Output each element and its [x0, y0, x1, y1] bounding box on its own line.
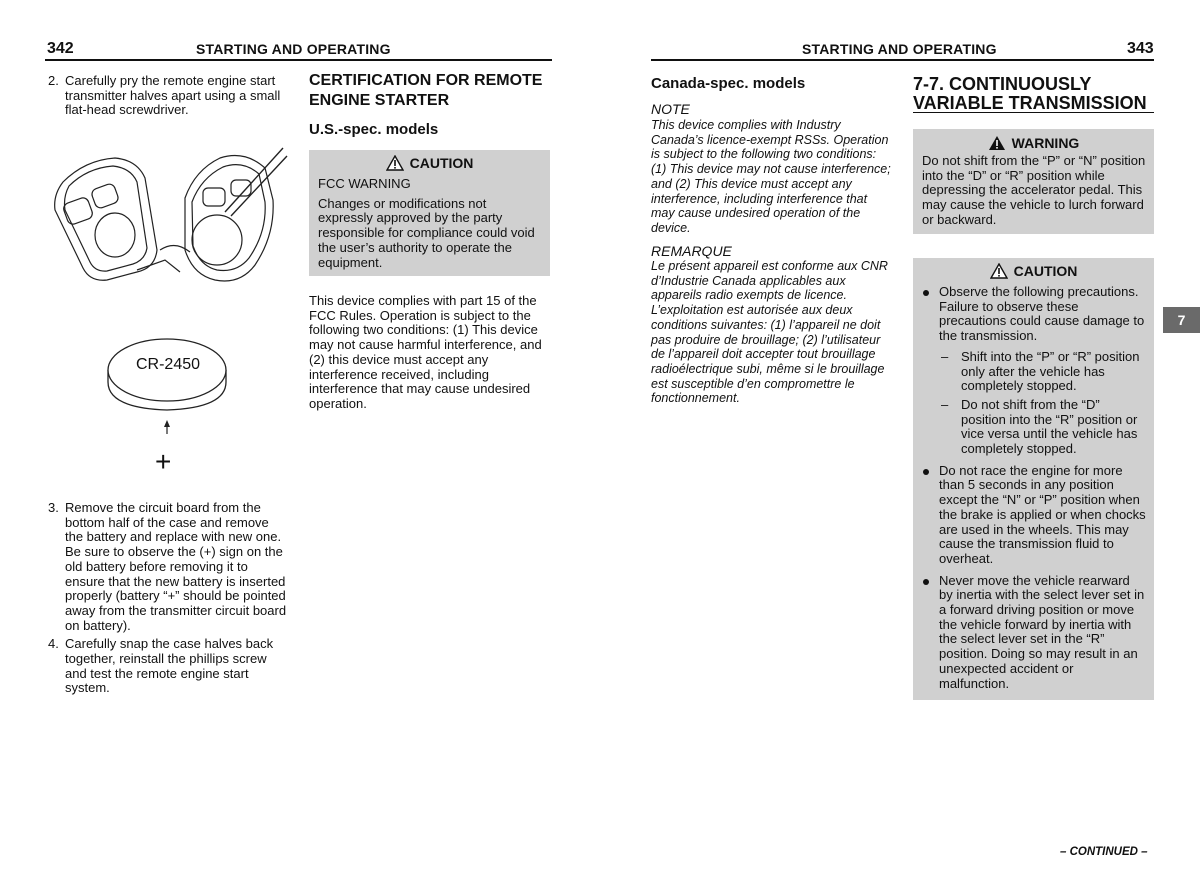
- page-number-right: 343: [1127, 40, 1154, 57]
- caution-text-left: Changes or modifications not expressly approved by the party responsible for compliance could void the user’s authority to operate the equipment.: [318, 195, 535, 270]
- sub-list: [939, 350, 1146, 457]
- step-item: 3. Remove the circuit board from the bottom half of the case and remove the battery and replace with new one. Be sure to observe the (+) sign on the old battery before removing it to ensure that the new battery is inserted properly (battery “+” should be pointed away from the transmitter circuit board on battery).: [48, 500, 287, 633]
- page-header-left: STARTING AND OPERATING: [196, 41, 391, 57]
- list-item: – Do not shift from the “D” position into the “R” position or vice versa until the vehicle has completely stopped.: [941, 396, 1138, 457]
- fcc-statement: This device complies with part 15 of the FCC Rules. Operation is subject to the following two conditions: (1) This device may not cause harmful interference, and (2) this device must accept any interference received, including interference that may cause undesired operation.: [309, 293, 542, 411]
- section-title-cvt: 7-7. CONTINUOUSLY VARIABLE TRANSMISSION: [913, 74, 1147, 113]
- caution-title-right: CAUTION: [913, 263, 1154, 279]
- continued-label: – CONTINUED –: [1060, 846, 1148, 858]
- caution-box-right: [913, 258, 1154, 700]
- plus-sign: +: [155, 446, 172, 477]
- list-item: Do not race the engine for more than 5 seconds in any position except the “N” or “P” position when the brake is applied or when chocks are used in the wheels. This may cause the transmission fluid to overheat.: [921, 464, 1146, 567]
- warning-triangle-icon: [988, 135, 1006, 151]
- warning-text: Do not shift from the “P” or “N” position into the “D” or “R” position while depressing the accelerator pedal. This may cause the vehicle to lurch forward or backward.: [922, 153, 1146, 227]
- list-item: Never move the vehicle rearward by inertia with the select lever set in a forward driving position or move the vehicle forward by inertia with the select lever set in the “R” position. Doing so may result in an unexpected accident or malfunction.: [921, 574, 1146, 692]
- page-number-left: 342: [47, 40, 74, 57]
- battery-label: CR-2450: [135, 356, 201, 373]
- caution-bullets: [921, 285, 1146, 691]
- step-item: 4. Carefully snap the case halves back together, reinstall the phillips screw and test the remote engine start system.: [48, 636, 274, 696]
- list-item: Observe the following precautions. Failure to observe these precautions could cause damage to the transmission. – Shift into the “P” or “R” position only after the vehicle has completely stopped. – Do not shift from the “D” position into the “R” position or vice versa until the vehicle has completely stopped.: [921, 285, 1146, 457]
- section-rule: [913, 112, 1154, 113]
- remote-transmitter-illustration: [45, 140, 290, 295]
- header-rule-right: [651, 59, 1154, 61]
- cert-title: CERTIFICATION FOR REMOTE ENGINE STARTER: [309, 72, 543, 109]
- list-item: – Shift into the “P” or “R” position only after the vehicle has completely stopped.: [941, 348, 1140, 394]
- remarque-label: REMARQUE: [651, 243, 732, 259]
- remarque-text: Le présent appareil est conforme aux CNR d’Industrie Canada applicables aux appareils radio exempts de licence. L’exploitation est autorisée aux deux conditions suivantes: (1) l’appareil ne doit pas produire de brouillage; (2) l’utilisateur de l’appareil doit accepter tout brouillage radioélectrique subi, même si le brouillage est susceptible d’en compromettre le fonctionnement.: [651, 259, 888, 406]
- chapter-tab: 7: [1163, 307, 1200, 333]
- steps-list-bottom: [46, 501, 290, 696]
- note-label: NOTE: [651, 101, 690, 117]
- warning-triangle-icon: [386, 155, 404, 171]
- header-rule-left: [45, 59, 552, 61]
- page-header-right: STARTING AND OPERATING: [802, 41, 997, 57]
- warning-box: [913, 129, 1154, 234]
- warning-title: WARNING: [913, 135, 1154, 151]
- caution-box-left: [309, 150, 550, 276]
- step-item: 2. Carefully pry the remote engine start transmitter halves apart using a small flat-head screwdriver.: [48, 73, 281, 118]
- steps-list-top: [46, 74, 290, 118]
- caution-subtitle-left: FCC WARNING: [318, 176, 411, 191]
- warning-triangle-icon: [990, 263, 1008, 279]
- note-text: This device complies with Industry Canada’s licence-exempt RSSs. Operation is subject to the following two conditions: (1) This device may not cause interference; and (2) This device must accept any interference, including interference that may cause undesired operation of the device.: [651, 118, 891, 235]
- us-spec-heading: U.S.-spec. models: [309, 121, 439, 138]
- canada-spec-heading: Canada-spec. models: [651, 75, 806, 92]
- caution-title-left: CAUTION: [309, 155, 550, 171]
